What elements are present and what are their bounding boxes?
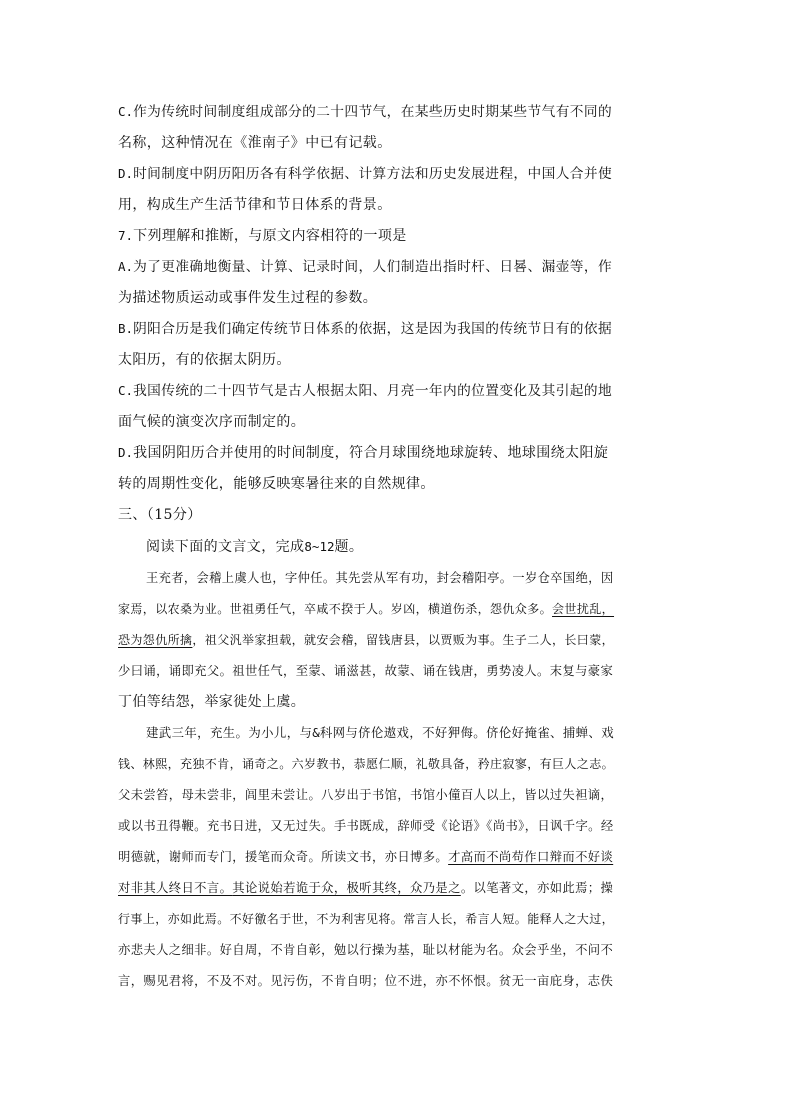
passage-text: 明德就，谢师而专门，援笔而众奇。所读文书，亦日博多。 [118,850,449,864]
option-label: D. [118,166,134,181]
passage-p1-line5: 丁伯等结怨，举家徙处上虞。 [118,694,306,710]
passage-p2-line2: 钱、林熙，充独不肯，诵奇之。六岁教书，恭愿仁顺，礼敬具备，矜庄寂寥，有巨人之志。 [118,757,615,771]
passage-text: 建武三年，充生。为小儿，与 [146,725,313,740]
instruction-text: 题。 [334,539,364,555]
passage-p1-line3 [118,630,614,650]
section-heading: 三、（15分） [118,507,202,523]
question-number: 7. [118,228,134,243]
q7-option-d-line2: 转的周期性变化，能够反映寒暑往来的自然规律。 [118,476,435,492]
passage-p1-line1: 王充者，会稽上虞人也，字仲任。其先尝从军有功，封会稽阳亭。一岁仓卒国绝，因 [146,571,614,585]
underlined-sentence: 会世扰乱， [552,602,615,616]
underlined-sentence: 其论说始若诡于众，极听其终，众乃是之 [232,881,461,895]
passage-p2-line6 [118,878,613,898]
section-instruction [146,537,363,557]
underlined-sentence: 恐为怨仇所擒 [118,633,193,647]
q7-stem [118,226,407,246]
option-text: 为了更准确地衡量、计算、记录时间，人们制造出指时杆、日晷、漏壶等，作 [133,259,613,275]
q7-option-c-line2: 面气候的演变次序而制定的。 [118,414,306,430]
passage-p2-line4: 或以书丑得鞭。充书日进，又无过失。手书既成，辞师受《论语》《尚书》，日讽千字。经 [118,819,614,833]
option-label: A. [118,259,134,274]
passage-text: 家焉，以农桑为业。世祖勇任气，卒咸不揆于人。岁凶，横道伤杀，怨仇众多。 [118,602,553,616]
option-label: D. [118,445,134,460]
question-range: 8~12 [304,539,335,554]
passage-p2-line9: 言，赐见君将，不及不对。见污伤，不肯自明；位不进，亦不怀恨。贫无一亩庇身，志佚 [118,974,614,988]
q6-option-c-line1 [118,102,612,122]
q7-option-b-line1 [118,319,612,339]
passage-p2-line3: 父未尝笞，母未尝非，闾里未尝让。八岁出于书馆，书馆小僮百人以上，皆以过失袒谪， [118,788,614,802]
passage-p1-line2 [118,599,614,619]
option-label: B. [118,321,134,336]
instruction-text: 阅读下面的文言文，完成 [146,539,305,555]
option-text: 作为传统时间制度组成部分的二十四节气，在某些历史时期某些节气有不同的 [133,104,613,120]
q7-option-a-line2: 为描述物质运动或事件发生过程的参数。 [118,290,378,306]
q7-option-d-line1 [118,443,608,463]
passage-p2-line7: 行事上，亦如此焉。不好徼名于世，不为利害见将。常言人长，希言人短。能释人之大过， [118,912,615,926]
q6-option-d-line1 [118,164,612,184]
option-text: 我国传统的二十四节气是古人根据太阳、月亮一年内的位置变化及其引起的地 [133,383,613,399]
option-text: 我国阴阳历合并使用的时间制度，符合月球围绕地球旋转、地球围绕太阳旋 [133,445,609,461]
q7-option-c-line1 [118,381,612,401]
passage-text: ，祖父汎举家担载，就安会稽，留钱唐县，以贾贩为事。生子二人，长曰蒙， [192,633,615,647]
option-label: C. [118,383,134,398]
q6-option-d-line2: 用，构成生产生活节律和节日体系的背景。 [118,197,392,213]
passage-p2-line1 [146,723,614,743]
passage-p2-line8: 亦悲夫人之细非。好自周，不肯自彰，勉以行操为基，耻以材能为名。众会乎坐，不问不 [118,943,614,957]
option-text: 阴阳合历是我们确定传统节日体系的依据，这是因为我国的传统节日有的依据 [133,321,613,337]
question-text: 下列理解和推断，与原文内容相符的一项是 [133,228,407,244]
q7-option-a-line1 [118,257,612,277]
option-label: C. [118,104,134,119]
passage-p2-line5 [118,847,613,867]
q6-option-c-line2: 名称，这种情况在《淮南子》中已有记载。 [118,135,392,151]
underlined-sentence: 对非其人终日不言。 [118,881,233,895]
underlined-sentence: 才高而不尚苟作口辩而不好谈 [448,850,614,864]
stray-symbol: & [312,725,320,740]
passage-text: 科网与侪伦遨戏，不好狎侮。侪伦好掩雀、捕蝉、戏 [319,725,614,740]
passage-text: 。以笔著文，亦如此焉；操 [460,881,614,895]
passage-p1-line4: 少曰诵，诵即充父。祖世任气，至蒙、诵滋甚，故蒙、诵在钱唐，勇势凌人。末复与豪家 [118,664,614,678]
option-text: 时间制度中阴历阳历各有科学依据、计算方法和历史发展进程，中国人合并使 [133,166,613,182]
q7-option-b-line2: 太阳历，有的依据太阴历。 [118,352,291,368]
